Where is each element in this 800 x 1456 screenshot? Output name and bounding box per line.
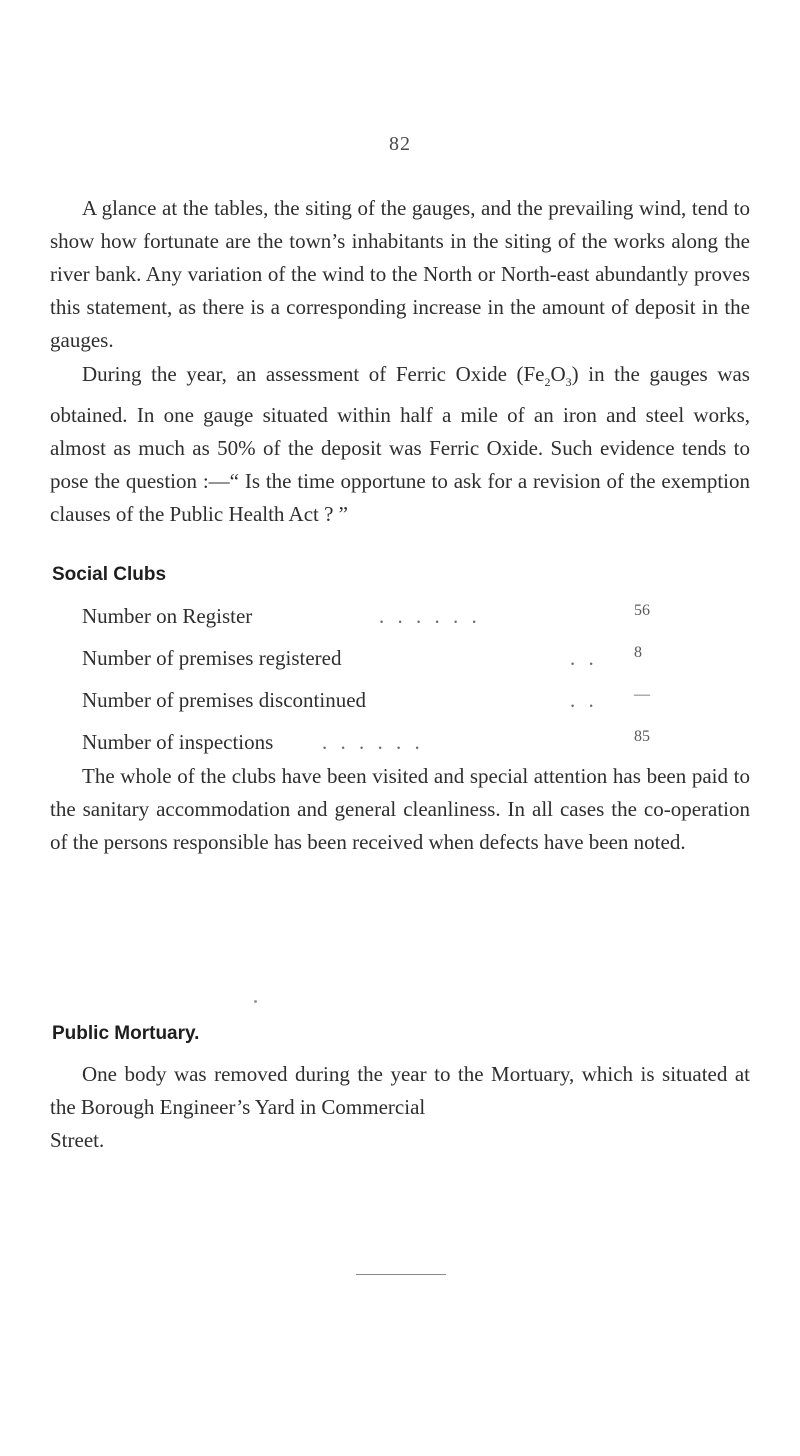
stat-row-register <box>82 600 682 642</box>
stat-value: 85 <box>634 728 650 745</box>
stat-leader-dots: . . <box>570 688 598 712</box>
stat-value: 56 <box>634 602 650 619</box>
paragraph-ferric-oxide <box>50 358 750 531</box>
stat-label: Number of premises discontinued <box>82 688 367 712</box>
stat-row-premises-registered <box>82 642 682 684</box>
closing-rule <box>356 1274 446 1275</box>
paragraph-mortuary: One body was removed during the year to the Mortuary, which is situated at the Borough Engineer’s Yard in Commercial <box>50 1062 750 1119</box>
stat-value: 8 <box>634 644 642 661</box>
formula-oxygen: O <box>550 362 566 386</box>
paragraph-gauges-wind: A glance at the tables, the siting of the gauges, and the prevailing wind, tend to show how fortunate are the town’s inhabitants in the siting of the works along the river bank. Any variation of the wind to the North or North-east abundantly proves this statement, as there is a corresponding increase in the amount of deposit in the gauges. <box>50 196 750 352</box>
paragraph-ferric-oxide-start: During the year, an assessment of Ferric Oxide (Fe <box>82 362 545 386</box>
paragraph-clubs-visited: The whole of the clubs have been visited and special attention has been paid to the sanitary accommodation and general cleanliness. In all cases the co-operation of the persons responsible has been received when defects have been noted. <box>50 764 750 854</box>
paragraph-mortuary-end: Street. <box>50 1128 105 1152</box>
social-clubs-stats <box>82 600 682 768</box>
stat-value: — <box>634 686 650 703</box>
subscript-3: 3 <box>565 375 572 390</box>
heading-social-clubs: Social Clubs <box>52 564 167 585</box>
print-speck <box>254 1000 257 1003</box>
paragraph-ferric-oxide-end: ) in the gauges was obtained. In one gauge situated within half a mile of an iron and steel works, almost as much as 50% of the deposit was Ferric Oxide. Such evidence tends to pose the question :—“ Is the time opportune to ask for a revision of the exemption clauses of the Public Health Act ? ” <box>50 362 750 527</box>
stat-row-premises-discontinued <box>82 684 682 726</box>
page-number: 82 <box>389 133 411 155</box>
stat-label: Number of premises registered <box>82 646 342 670</box>
subscript-2: 2 <box>544 375 551 390</box>
stat-label: Number on Register <box>82 604 253 628</box>
stat-label: Number of inspections <box>82 730 274 754</box>
stat-leader-dots: . . . . . . <box>379 604 481 628</box>
stat-leader-dots: . . <box>570 646 598 670</box>
stat-leader-dots: . . . . . . <box>322 730 424 754</box>
heading-public-mortuary: Public Mortuary. <box>52 1023 200 1044</box>
